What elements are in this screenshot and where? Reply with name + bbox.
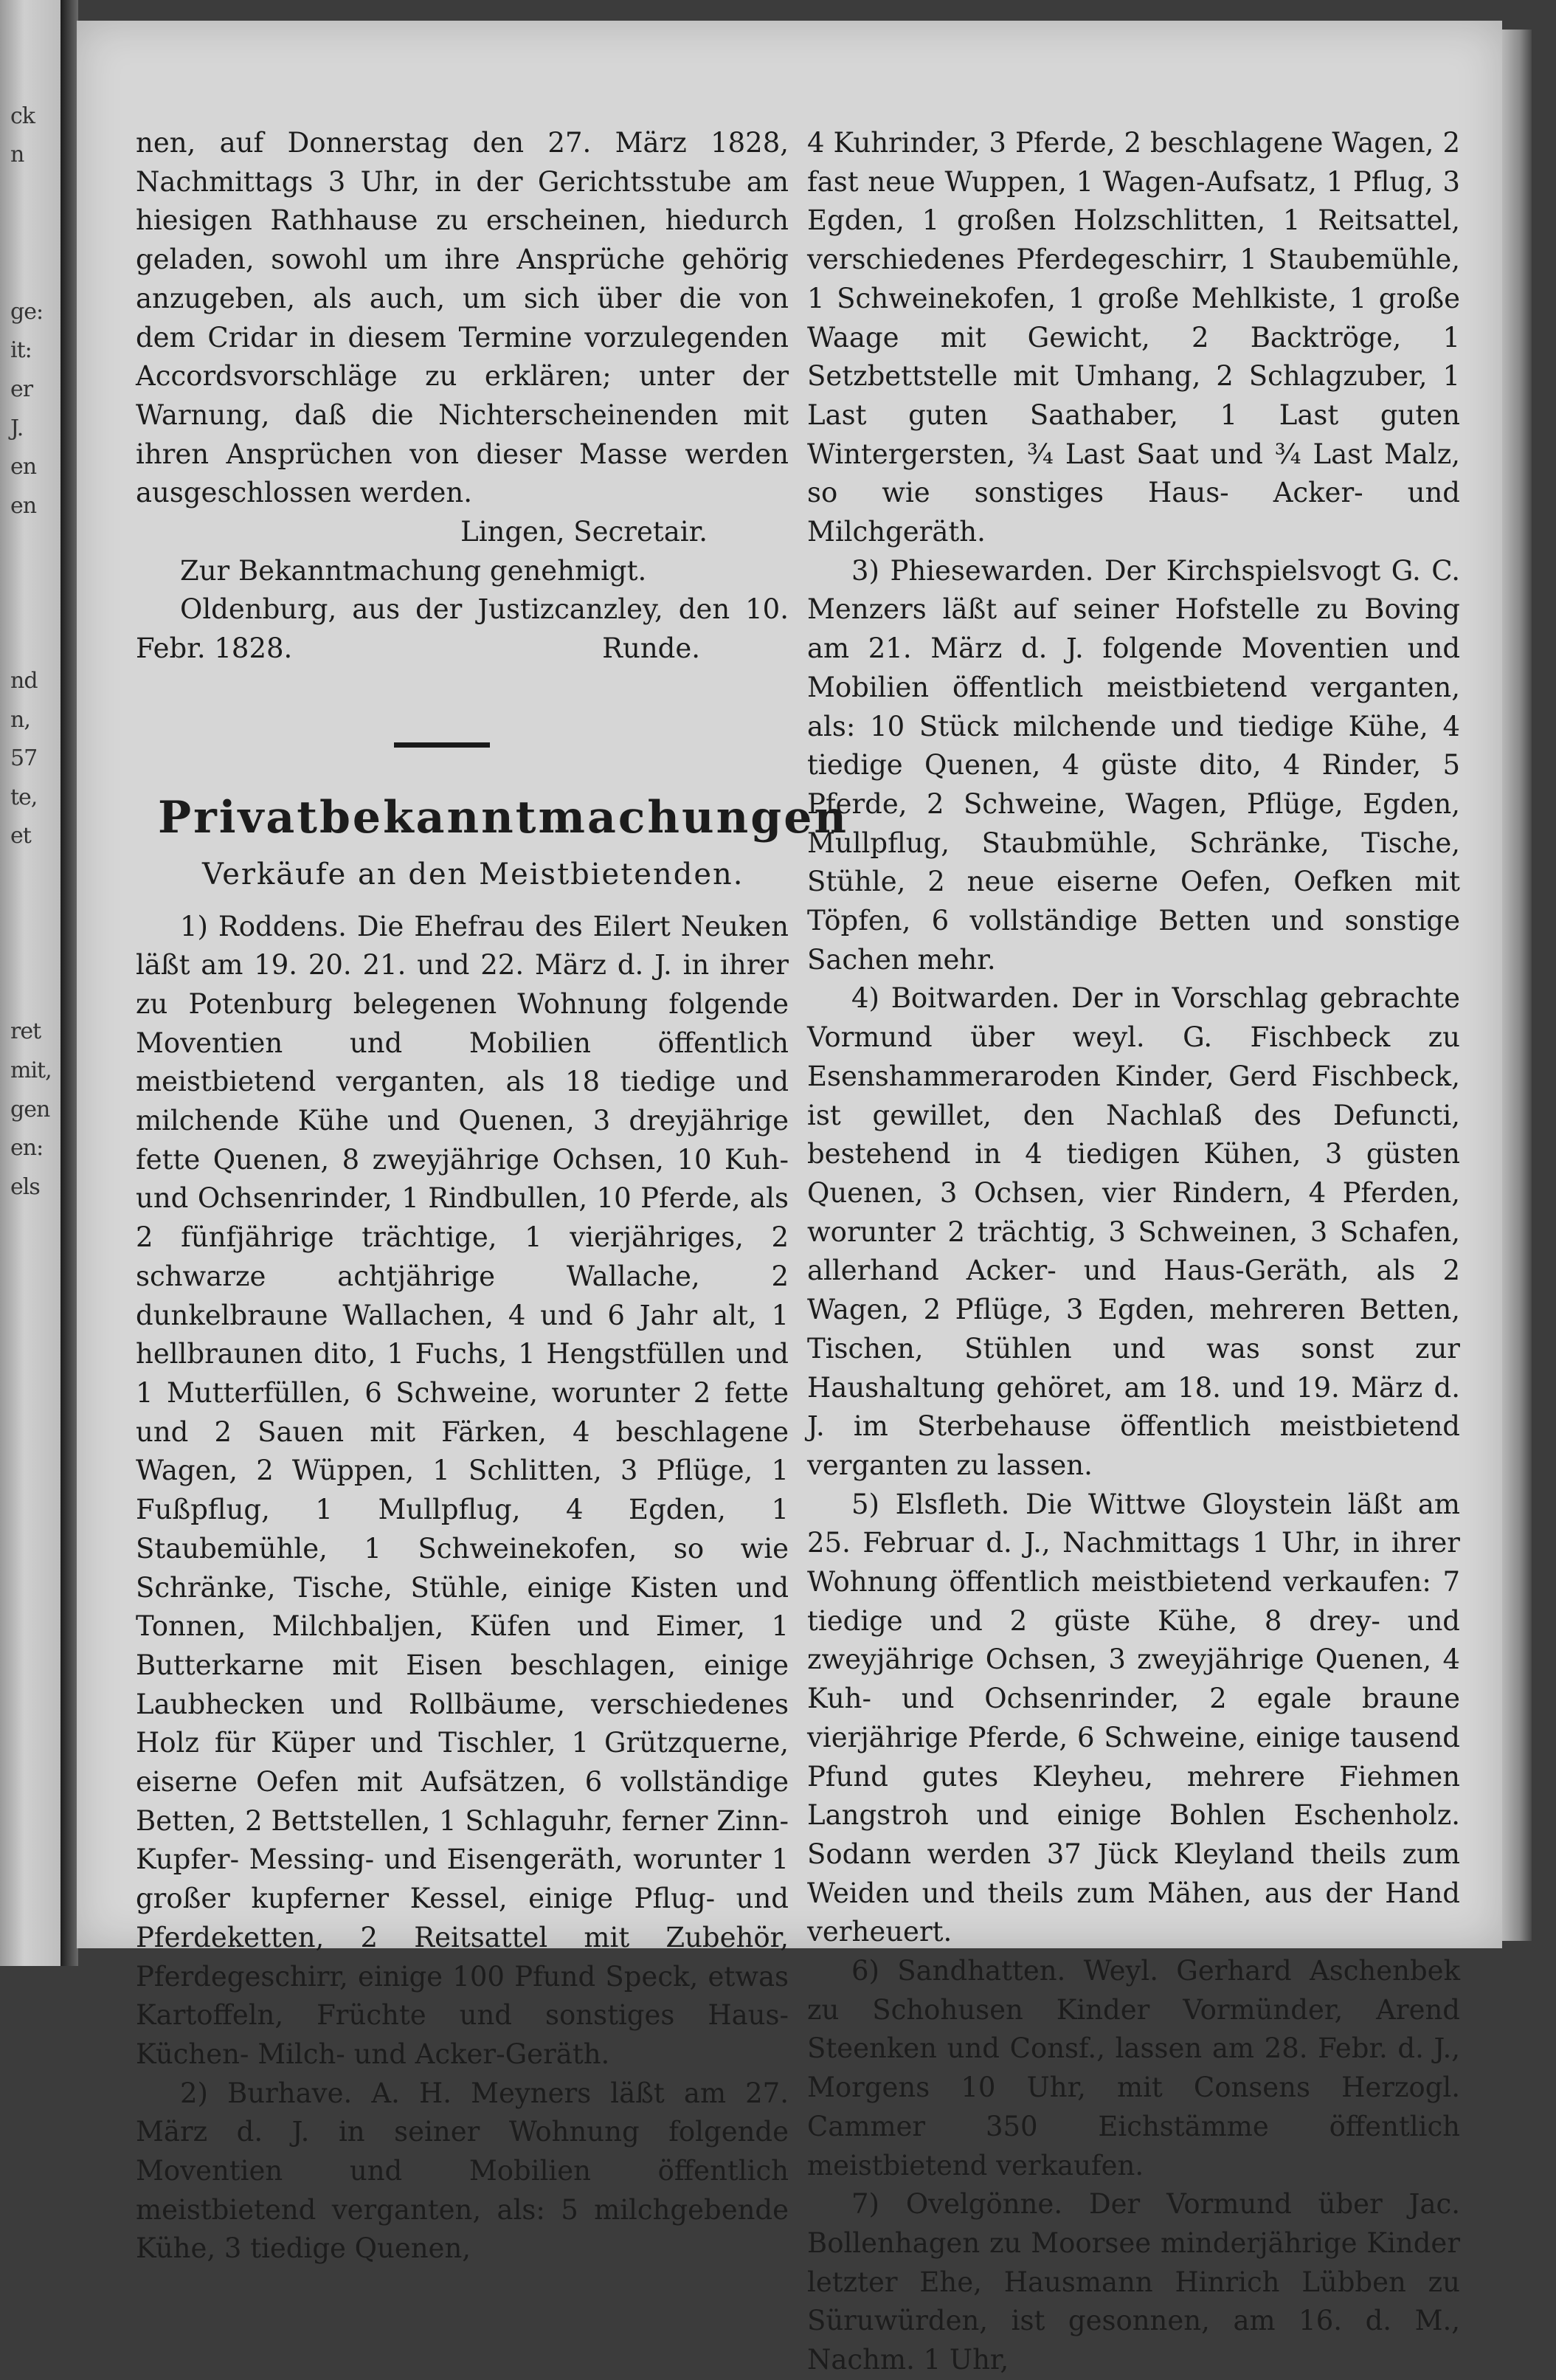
scanned-page: [77, 21, 1502, 2376]
fragment: te,: [10, 784, 38, 810]
signature-lingen: Lingen, Secretair.: [460, 516, 708, 548]
fragment: ret: [10, 1018, 41, 1044]
section-heading: Privatbekanntmachungen: [158, 791, 849, 844]
fragment: it:: [10, 337, 32, 363]
right-column: [807, 124, 1460, 2380]
fragment: nd: [10, 668, 38, 694]
section-subheading: Verkäufe an den Meistbietenden.: [202, 857, 744, 891]
fragment: n: [10, 142, 24, 168]
notice-sandhatten: 6) Sandhatten. Weyl. Gerhard Aschenbek zu Schohusen Kinder Vormünder, Arend Steenken und Consf., lassen am 28. Febr. d. J., Morgens 10 Uhr, mit Consens Herzogl. Cammer 350 Eichstämme öffentlich meistbietend verkaufen.: [807, 1955, 1460, 2181]
fragment: en: [10, 454, 37, 480]
approval-line: Zur Bekanntmachung genehmigt.: [180, 554, 647, 587]
notice-roddens: 1) Roddens. Die Ehefrau des Eilert Neuken läßt am 19. 20. 21. und 22. März d. J. in ihrer zu Potenburg belegenen Wohnung folgende Moventien und Mobilien öffentlich meistbietend verganten, als 18 tiedige und milchende Kühe und Quenen, 3 dreyjährige fette Quenen, 8 zweyjährige Ochsen, 10 Kuh- und Ochsenrinder, 1 Rindbullen, 10 Pferde, als 2 fünfjährige trächtige, 1 vierjähriges, 2 schwarze achtjährige Wallache, 2 dunkelbraune Wallachen, 4 und 6 Jahr alt, 1 hellbraunen dito, 1 Fuchs, 1 Hengstfüllen und 1 Mutterfüllen, 6 Schweine, worunter 2 fette und 2 Sauen mit Färken, 4 beschlagene Wagen, 2 Wüppen, 1 Schlitten, 3 Pflüge, 1 Fußpflug, 1 Mullpflug, 4 Egden, 1 Staubemühle, 1 Schweinekofen, so wie Schränke, Tische, Stühle, einige Kisten und Tonnen, Milchbaljen, Küfen und Eimer, 1 Butterkarne mit Eisen beschlagen, einige Laubhecken und Rollbäume, verschiedenes Holz für Küper und Tischler, 1 Grützquerne, eiserne Oefen mit Aufsätzen, 6 vollständige Betten, 2 Bettstellen, 1 Schlaguhr, ferner Zinn- Kupfer- Messing- und Eisengeräth, worunter 1 großer kupferner Kessel, einige Pflug- und Pferdeketten, 2 Reitsattel mit Zubehör, Pferdegeschirr, einige 100 Pfund Speck, etwas Kartoffeln, Früchte und sonstiges Haus- Küchen- Milch- und Acker-Geräth.: [136, 910, 789, 2070]
notice-ovelgoenne: 7) Ovelgönne. Der Vormund über Jac. Bollenhagen zu Moorsee minderjährige Kinder letzter Ehe, Hausmann Hinrich Lübben zu Süruwürden, ist gesonnen, am 16. d. M., Nachm. 1 Uhr,: [807, 2188, 1460, 2376]
fragment: mit,: [10, 1058, 52, 1083]
fragment: els: [10, 1174, 40, 1200]
previous-page-edge: [0, 0, 60, 1966]
book-gutter: [60, 0, 78, 1966]
fragment: et: [10, 823, 31, 849]
section-divider: [394, 742, 490, 748]
paragraph-summons: nen, auf Donnerstag den 27. März 1828, Nachmittags 3 Uhr, in der Gerichtsstube am hiesigen Rathhause zu erscheinen, hiedurch geladen, sowohl um ihre Ansprüche gehörig anzugeben, als auch, um sich über die von dem Cridar in diesem Termine vorzulegenden Accordsvorschläge zu erklären; unter der Warnung, daß die Nichterscheinenden mit ihren Ansprüchen von dieser Masse werden ausgeschlossen werden.: [136, 127, 789, 509]
fragment: en:: [10, 1135, 44, 1161]
left-column: [136, 124, 849, 2269]
place-date-line: Oldenburg, aus der Justizcanzley, den 10. Febr. 1828.: [136, 593, 789, 665]
fragment: en: [10, 493, 37, 519]
fragment: n,: [10, 707, 30, 733]
notice-burhave: 2) Burhave. A. H. Meyners läßt am 27. März d. J. in seiner Wohnung folgende Moventien und Mobilien öffentlich meistbietend verganten, als: 5 milchgebende Kühe, 3 tiedige Quenen,: [136, 2077, 789, 2265]
fragment: ck: [10, 103, 35, 129]
fragment: ge:: [10, 299, 44, 325]
fragment: 57: [10, 745, 38, 771]
fragment: gen: [10, 1097, 50, 1122]
page-stack-edge: [1502, 30, 1532, 1941]
notice-boitwarden: 4) Boitwarden. Der in Vorschlag gebrachte Vormund über weyl. G. Fischbeck zu Esenshammeraroden Kinder, Gerd Fischbeck, ist gewillet, den Nachlaß des Defuncti, bestehend in 4 tiedigen Kühen, 3 güsten Quenen, 3 Ochsen, vier Rindern, 4 Pferden, worunter 2 trächtig, 3 Schweinen, 3 Schafen, allerhand Acker- und Haus-Geräth, als 2 Wagen, 2 Pflüge, 3 Egden, mehreren Betten, Tischen, Stühlen und was sonst zur Haushaltung gehöret, am 18. und 19. März d. J. im Sterbehause öffentlich meistbietend verganten zu lassen.: [807, 982, 1460, 1481]
notice-phiesewarden: 3) Phiesewarden. Der Kirchspielsvogt G. C. Menzers läßt auf seiner Hofstelle zu Boving am 21. März d. J. folgende Moventien und Mobilien öffentlich meistbietend verganten, als: 10 Stück milchende und tiedige Kühe, 4 tiedige Quenen, 4 güste dito, 4 Rinder, 5 Pferde, 2 Schweine, Wagen, Pflüge, Egden, Mullpflug, Staubmühle, Schränke, Tische, Stühle, 2 neue eiserne Oefen, Oefken mit Töpfen, 6 vollständige Betten und sonstige Sachen mehr.: [807, 554, 1460, 976]
notice-elsfleth: 5) Elsfleth. Die Wittwe Gloystein läßt am 25. Februar d. J., Nachmittags 1 Uhr, in ihrer Wohnung öffentlich meistbietend verkaufen: 7 tiedige und 2 güste Kühe, 8 drey- und zweyjährige Ochsen, 3 zweyjährige Quenen, 4 Kuh- und Ochsenrinder, 2 egale braune vierjährige Pferde, 6 Schweine, einige tausend Pfund gutes Kleyheu, mehrere Fiehmen Langstroh und einige Bohlen Eschenholz. Sodann werden 37 Jück Kleyland theils zum Weiden und theils zum Mähen, aus der Hand verheuert.: [807, 1488, 1460, 1948]
notice-burhave-continued: 4 Kuhrinder, 3 Pferde, 2 beschlagene Wagen, 2 fast neue Wuppen, 1 Wagen-Aufsatz, 1 Pflug, 3 Egden, 1 großen Holzschlitten, 1 Reitsattel, verschiedenes Pferdegeschirr, 1 Staubemühle, 1 Schweinekofen, 1 große Mehlkiste, 1 große Waage mit Gewicht, 2 Backtröge, 1 Setzbettstelle mit Umhang, 2 Schlagzuber, 1 Last guten Saathaber, 1 Last guten Wintergersten, ¾ Last Saat und ¾ Last Malz, so wie sonstiges Haus- Acker- und Milchgeräth.: [807, 127, 1460, 548]
fragment: J.: [10, 415, 24, 441]
fragment: er: [10, 376, 33, 402]
signature-runde: Runde.: [602, 632, 700, 665]
